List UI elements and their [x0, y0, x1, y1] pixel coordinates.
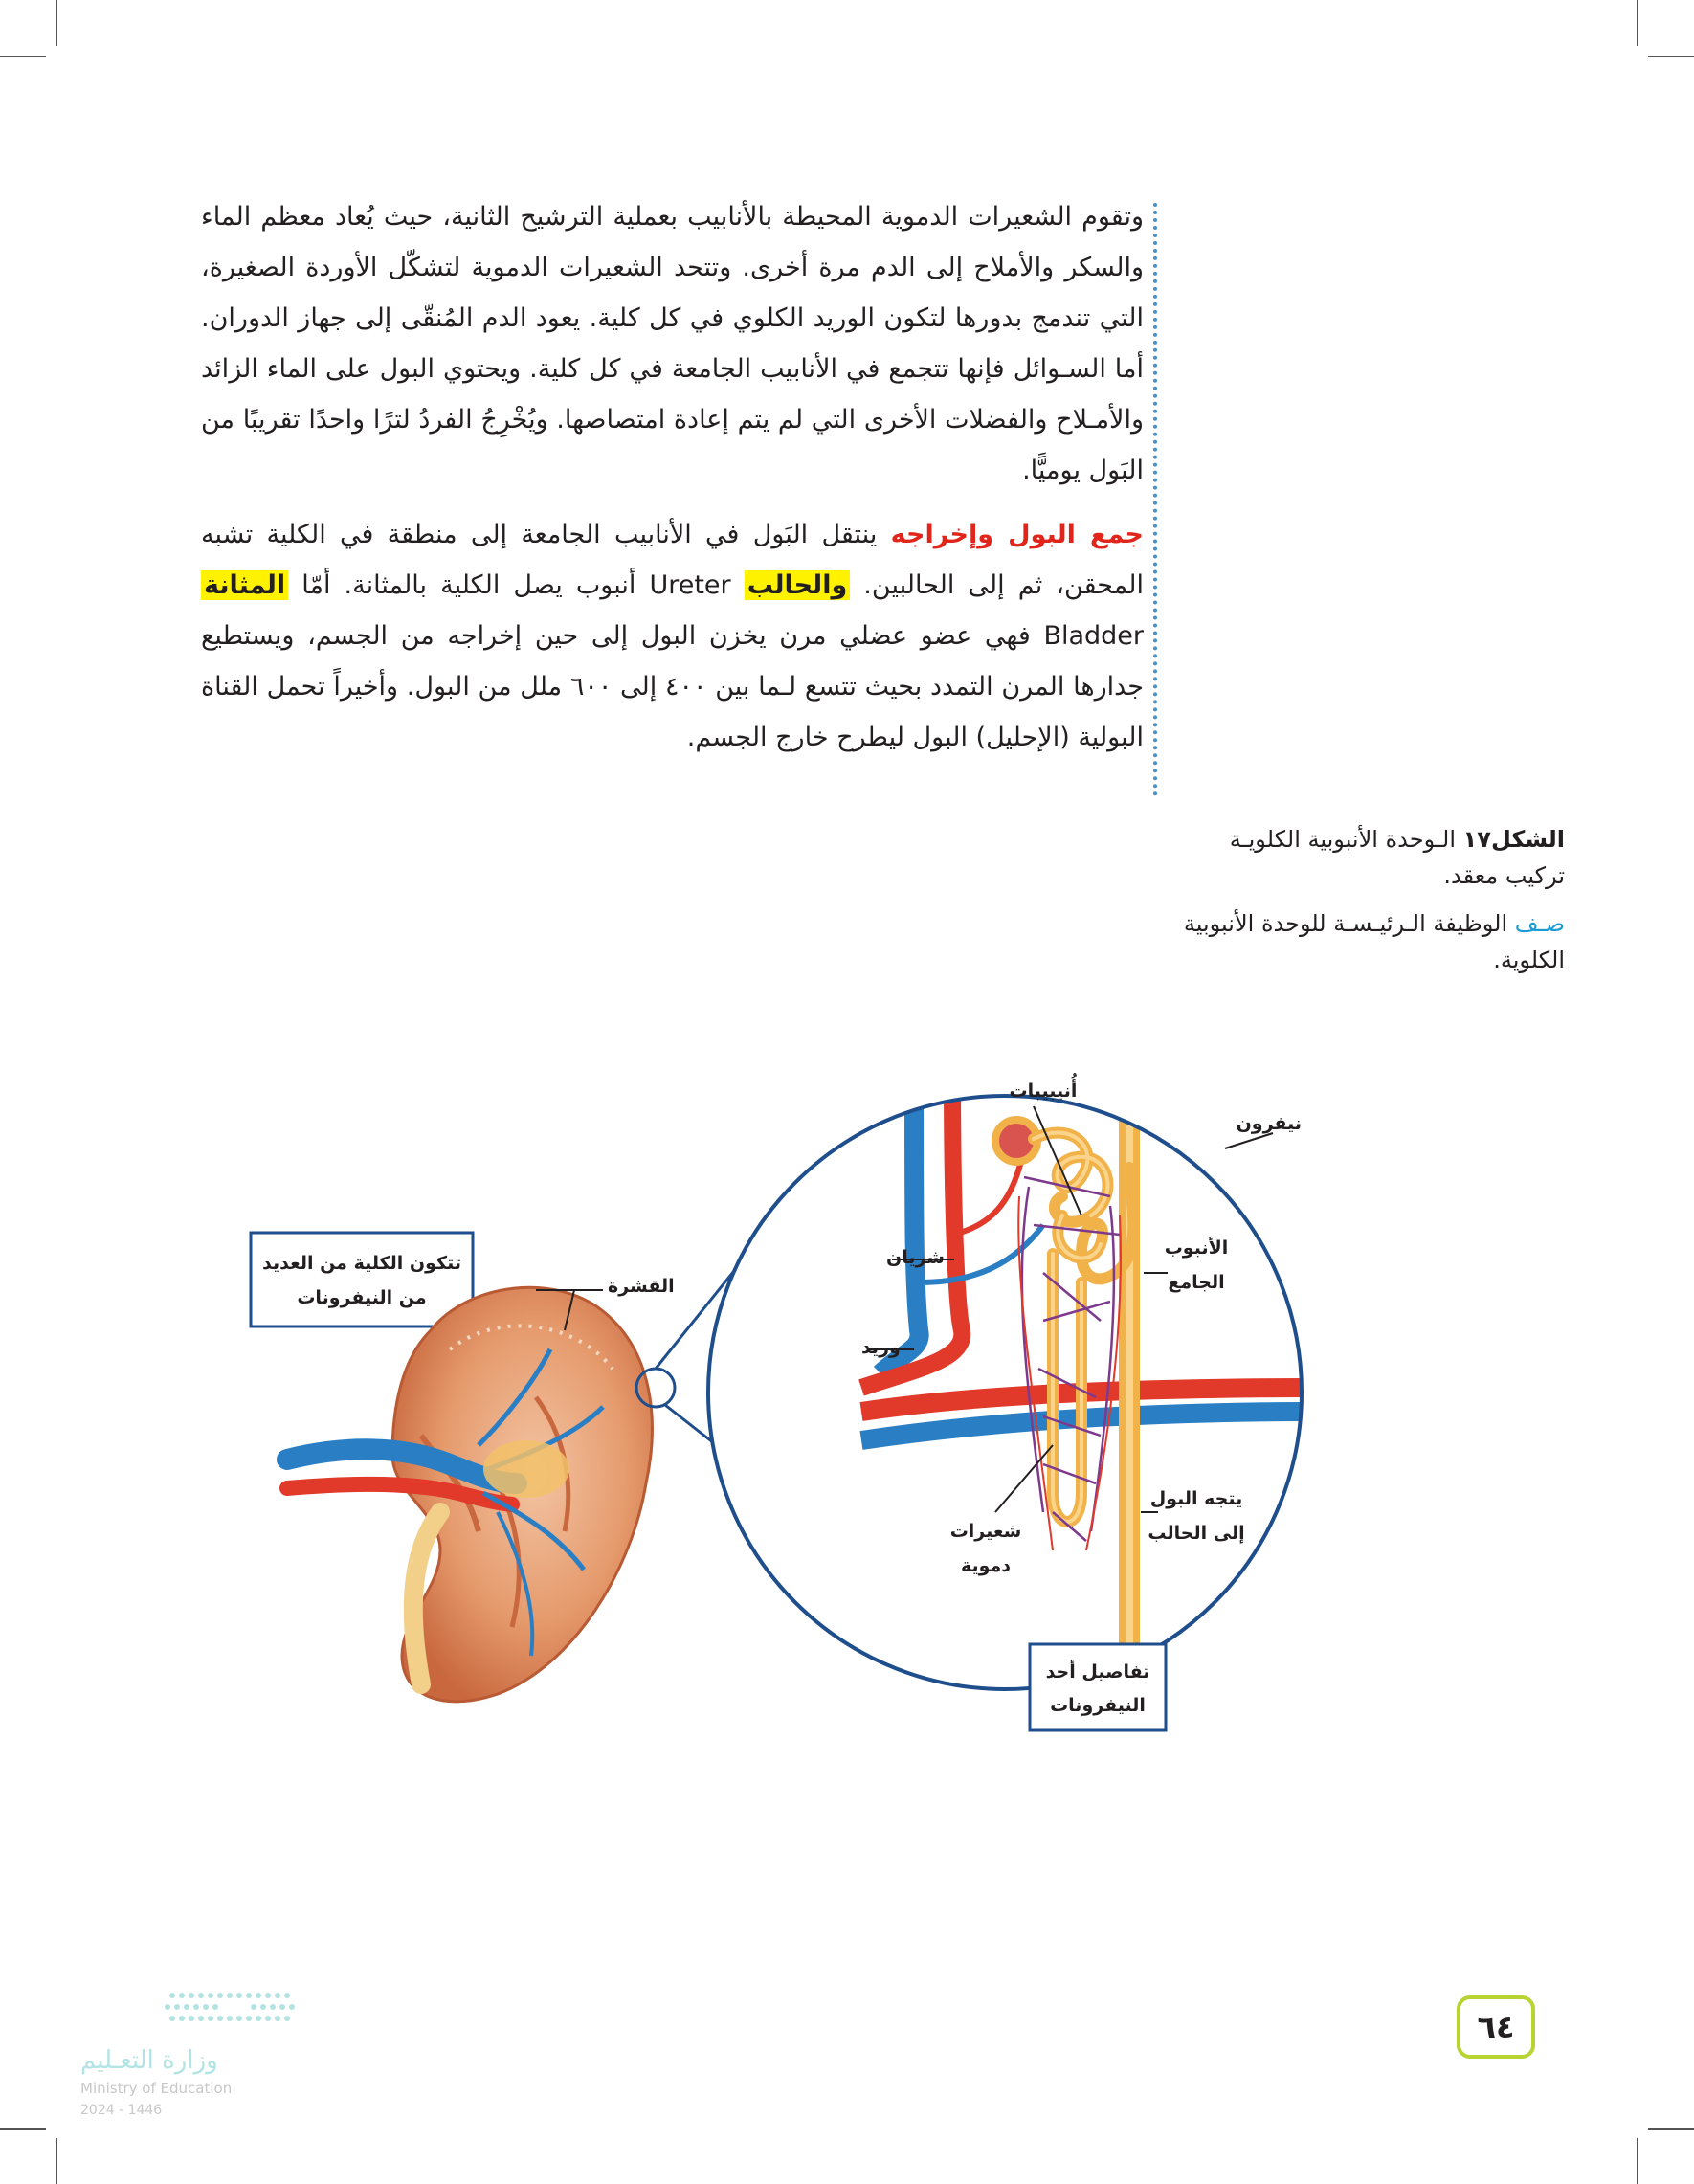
nephron-detail-circle — [708, 1072, 1321, 1732]
label-cortex: القشرة — [608, 1276, 675, 1297]
ministry-name-english: Ministry of Education — [80, 2080, 233, 2097]
paragraph-text-c: Bladder فهي عضو عضلي مرن يخزن البول إلى حين إخراجه من الجسم، ويستطيع جدارها المرن التمدد بحيث تتسع لـما بين ٤٠٠ إلى ٦٠٠ ملل من البول. وأخيراً تحمل القناة البولية (الإحليل) البول ليطرح خارج الجسم. — [201, 621, 1144, 752]
term-bladder: المثانة — [201, 570, 288, 600]
paragraph-text-b: Ureter أنبوب يصل الكلية بالمثانة. أمّا — [288, 570, 745, 600]
figure-number: ١٧ — [1462, 826, 1491, 853]
paragraph-heading: جمع البول وإخراجه — [890, 520, 1144, 549]
label-capillaries-line1: شعيرات — [949, 1521, 1022, 1542]
label-nephron: نيفرون — [1236, 1113, 1302, 1134]
caption-text: الـوحدة الأنبوبية الكلويـة تركيب معقد. — [1229, 826, 1565, 889]
label-tubules: أُنيبيبات — [1009, 1081, 1078, 1102]
ministry-name-arabic: وزارة التعـليم — [80, 2046, 218, 2075]
label-capillaries-line2: دموية — [960, 1555, 1012, 1576]
ministry-logo-icon — [77, 1986, 306, 2043]
paragraph-urine-collection — [201, 509, 1144, 763]
crop-mark-top-left-v — [56, 0, 57, 46]
label-urine-line2: إلى الحالب — [1148, 1523, 1245, 1544]
question-verb: صـف — [1514, 910, 1565, 937]
body-text — [201, 191, 1144, 776]
label-artery: شريان — [886, 1247, 945, 1268]
paragraph-text-a: ينتقل البَول في الأنابيب الجامعة إلى منطقة في الكلية تشبه المحقن، ثم إلى الحالبين. — [201, 520, 1144, 600]
nephron-box-line2: النيفرونات — [1050, 1695, 1146, 1716]
label-collecting-line1: الأنبوب — [1164, 1237, 1229, 1259]
crop-mark-bottom-right-v — [1637, 2138, 1638, 2184]
caption-question — [1163, 905, 1565, 978]
figure-caption — [1163, 821, 1565, 990]
figure-label: الشكل — [1490, 826, 1565, 853]
nephron-box-line1: تفاصيل أحد — [1045, 1661, 1150, 1683]
label-collecting-line2: الجامع — [1168, 1272, 1225, 1293]
kidney-illustration — [287, 1287, 675, 1702]
caption-title — [1163, 821, 1565, 894]
crop-mark-bottom-left-v — [56, 2138, 57, 2184]
kidney-box-line1: تتكون الكلية من العديد — [262, 1253, 461, 1274]
label-vein: وريد — [861, 1337, 901, 1358]
kidney-box-line2: من النيفرونات — [297, 1287, 427, 1308]
nephron-leader — [1225, 1133, 1273, 1148]
kidney-label-box — [251, 1233, 473, 1326]
paragraph-filtration-text: وتقوم الشعيرات الدموية المحيطة بالأنابيب بعملية الترشيح الثانية، حيث يُعاد معظم الماء والسكر والأملاح إلى الدم مرة أخرى. وتتحد الشعيرات الدموية لتشكّل الأوردة الصغيرة، التي تندمج بدورها لتكون الوريد الكلوي في كل كلية. يعود الدم المُنقّى إلى جهاز الدوران. أما السـوائل فإنها تتجمع في الأنابيب الجامعة في كل كلية. ويحتوي البول على الماء الزائد والأمـلاح والفضلات الأخرى التي لم يتم إعادة امتصاصها. ويُخْرِجُ الفردُ لترًا واحدًا تقريبًا من البَول يوميًّا. — [201, 202, 1144, 485]
question-text: الوظيفة الـرئيـسـة للوحدة الأنبوبية الكلوية. — [1183, 910, 1565, 973]
crop-mark-bottom-left-h — [0, 2128, 46, 2130]
paragraph-filtration — [201, 191, 1144, 496]
nephron-label-box — [1030, 1644, 1166, 1730]
kidney-nephron-diagram — [262, 1034, 1608, 1761]
page-number-badge: ٦٤ — [1457, 1995, 1535, 2059]
margin-dotted-rule — [1153, 203, 1157, 796]
crop-mark-top-right-h — [1648, 56, 1694, 57]
crop-mark-bottom-right-h — [1648, 2128, 1694, 2130]
ministry-year: 2024 - 1446 — [80, 2103, 163, 2118]
label-urine-line1: يتجه البول — [1149, 1488, 1243, 1509]
crop-mark-top-left-h — [0, 56, 46, 57]
term-ureter: والحالب — [745, 570, 851, 600]
crop-mark-top-right-v — [1637, 0, 1638, 46]
